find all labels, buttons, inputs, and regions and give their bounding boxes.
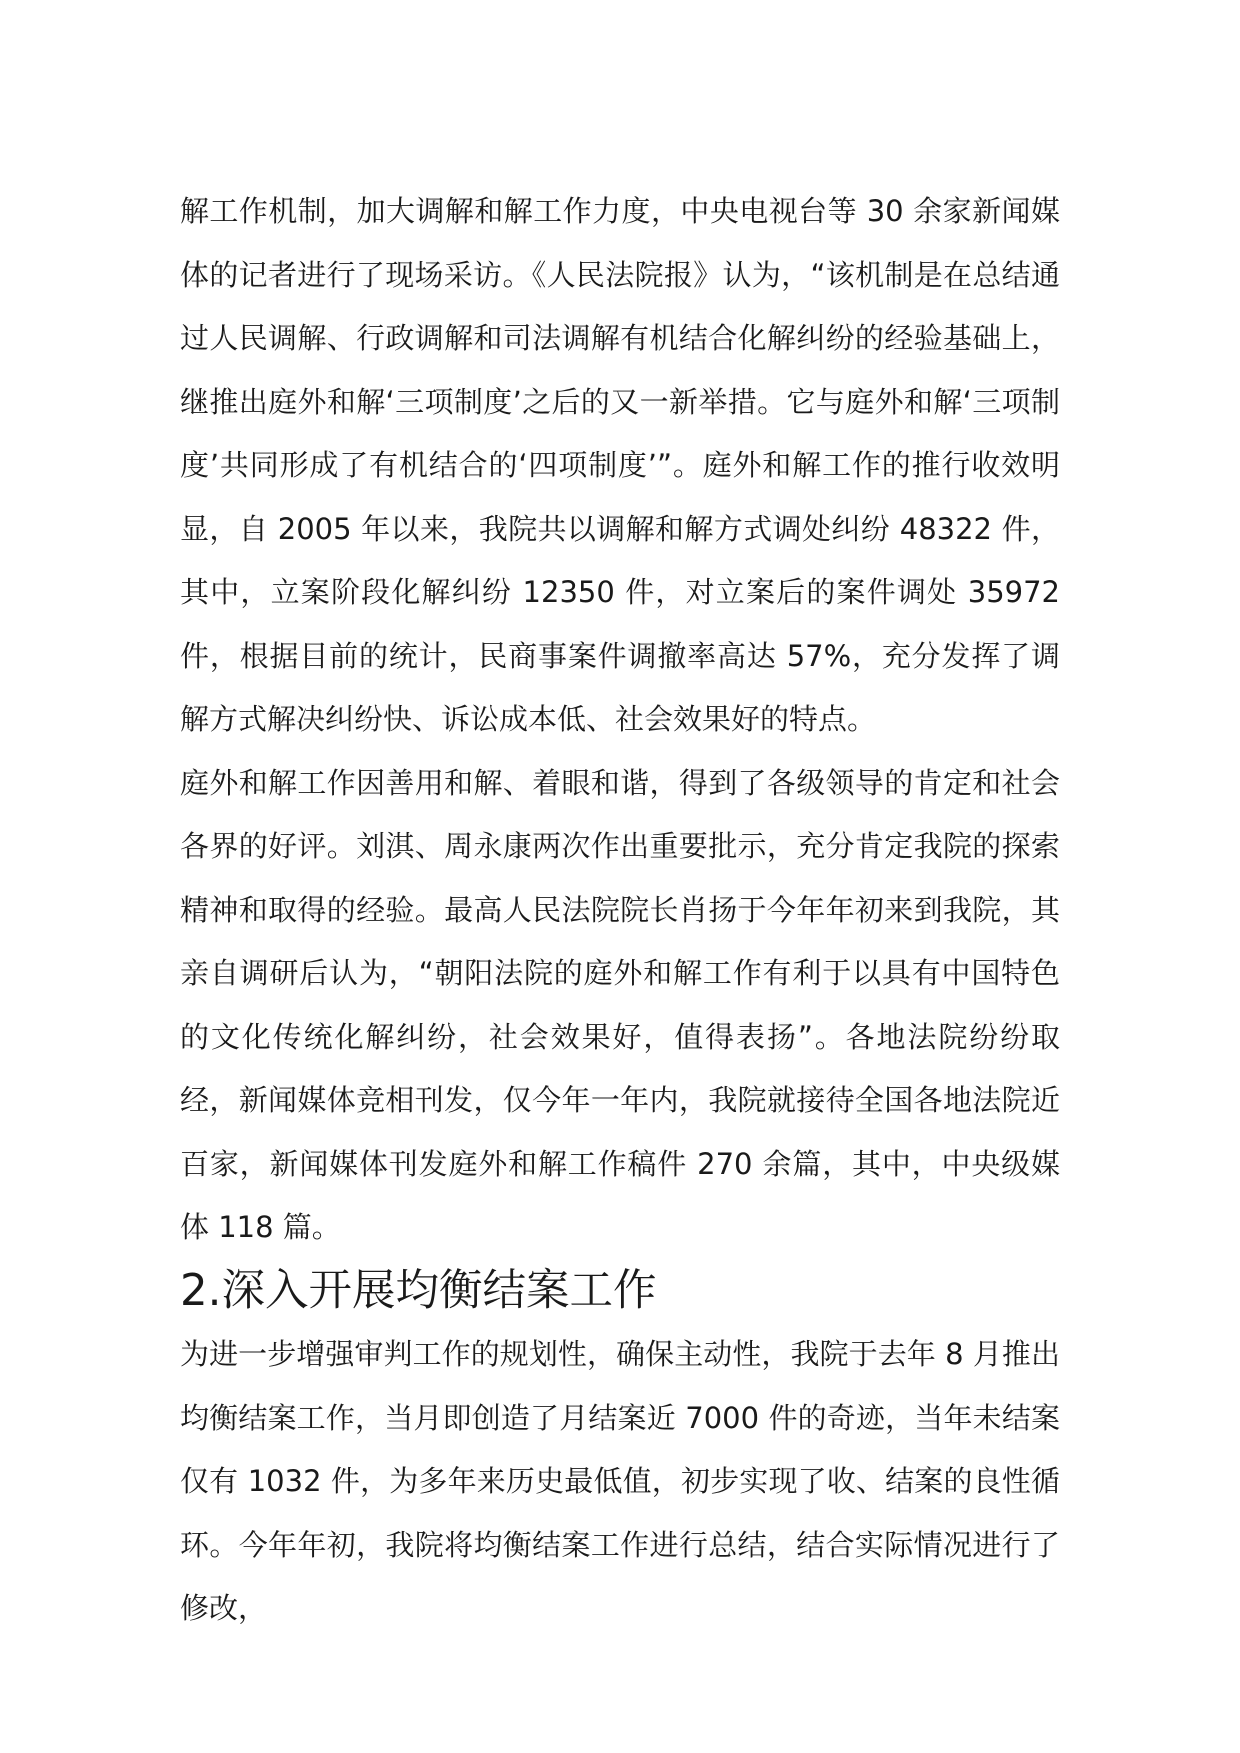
body-paragraph: 为进一步增强审判工作的规划性，确保主动性，我院于去年 8 月推出均衡结案工作，当月即创造了月结案近 7000 件的奇迹，当年未结案仅有 1032 件，为多年来历史最低值，初步实现了收、结案的良性循环。今年年初，我院将均衡结案工作进行总结，结合实际情况进行了修改， <box>180 1337 1060 1625</box>
section-heading: 2.深入开展均衡结案工作 <box>180 1265 657 1316</box>
document-body <box>180 180 1060 1641</box>
body-paragraph: 庭外和解工作因善用和解、着眼和谐，得到了各级领导的肯定和社会各界的好评。刘淇、周永康两次作出重要批示，充分肯定我院的探索精神和取得的经验。最高人民法院院长肖扬于今年年初来到我院，其亲自调研后认为，“朝阳法院的庭外和解工作有利于以具有中国特色的文化传统化解纠纷，社会效果好，值得表扬”。各地法院纷纷取经，新闻媒体竞相刊发，仅今年一年内，我院就接待全国各地法院近百家，新闻媒体刊发庭外和解工作稿件 270 余篇，其中，中央级媒体 118 篇。 <box>180 765 1060 1244</box>
body-paragraph: 解工作机制，加大调解和解工作力度，中央电视台等 30 余家新闻媒体的记者进行了现场采访。《人民法院报》认为，“该机制是在总结通过人民调解、行政调解和司法调解有机结合化解纠纷的经验基础上，继推出庭外和解‘三项制度’之后的又一新举措。它与庭外和解‘三项制度’共同形成了有机结合的‘四项制度’”。庭外和解工作的推行收效明显，自 2005 年以来，我院共以调解和解方式调处纠纷 48322 件，其中，立案阶段化解纠纷 12350 件，对立案后的案件调处 35972 件，根据目前的统计，民商事案件调撤率高达 57%，充分发挥了调解方式解决纠纷快、诉讼成本低、社会效果好的特点。 <box>180 194 1060 736</box>
